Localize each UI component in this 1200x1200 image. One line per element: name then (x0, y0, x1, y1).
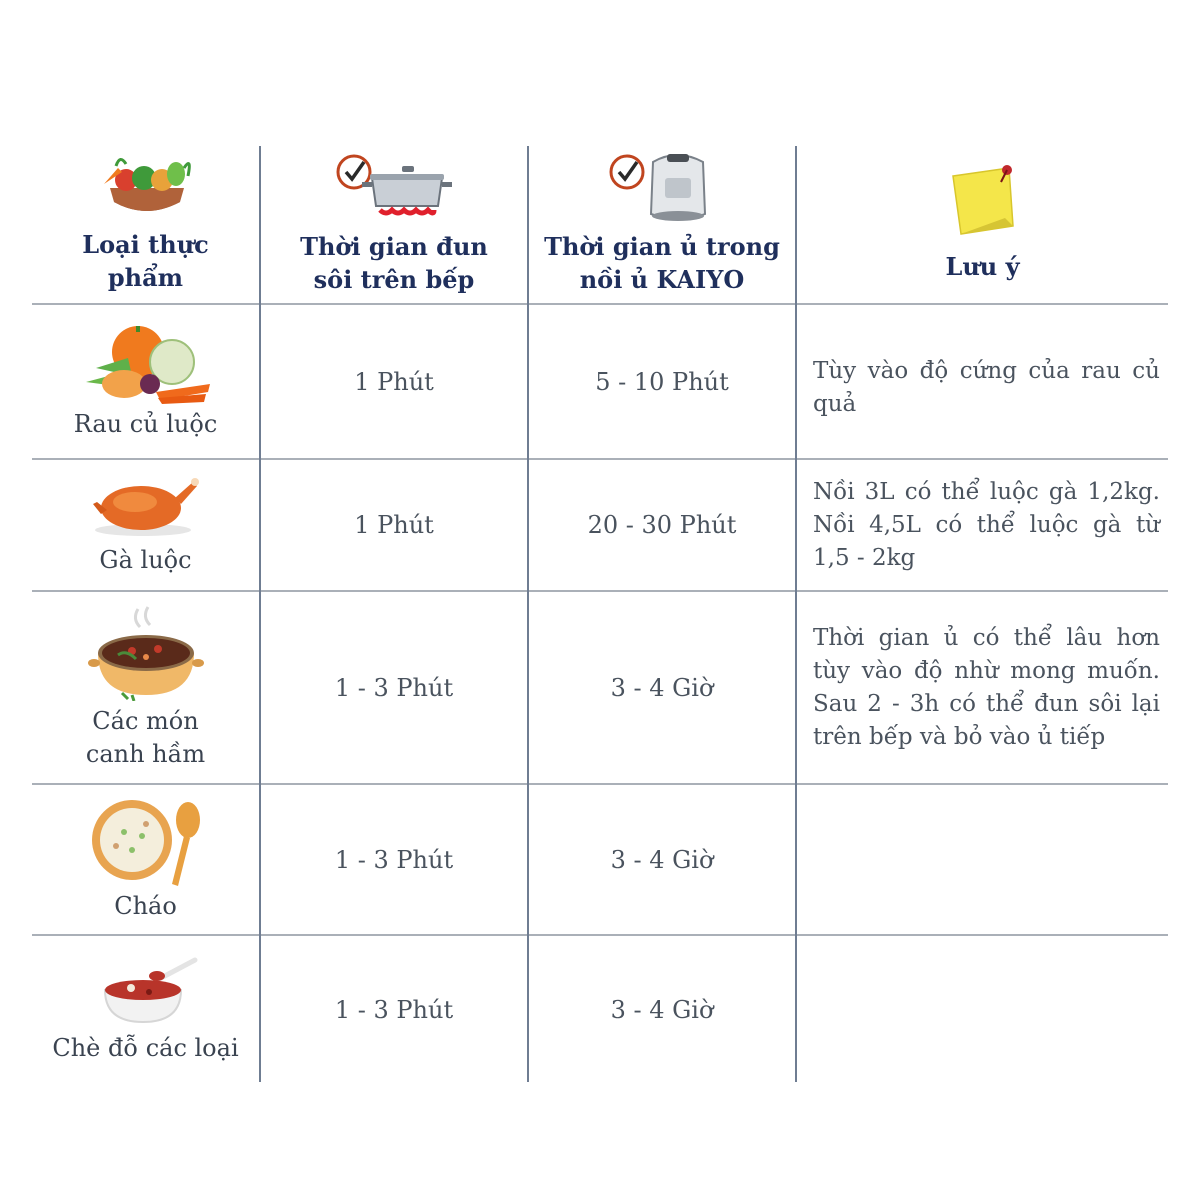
row-name: Chè đỗ các loại (52, 1033, 239, 1062)
incubate-time-value: 20 - 30 Phút (587, 511, 737, 539)
row-incubate-cell (529, 460, 795, 590)
note-text: Nồi 3L có thể luộc gà 1,2kg. Nồi 4,5L có thể luộc gà từ 1,5 - 2kg (813, 478, 1160, 571)
timing-table (32, 140, 1168, 1085)
sticky-note-icon (943, 160, 1023, 240)
row-name: Gà luộc (99, 545, 192, 574)
row-boil-cell (261, 592, 527, 783)
row-incubate-cell (529, 592, 795, 783)
note-text: Thời gian ủ có thể lâu hơn tùy vào độ nhừ mong muốn. Sau 2 - 3h có thể đun sôi lại trên bếp và bỏ vào ủ tiếp (813, 624, 1160, 750)
header-food-type (32, 140, 259, 303)
row-note-cell (797, 936, 1168, 1084)
vegetable-basket-icon (96, 150, 196, 220)
incubate-time-value: 3 - 4 Giờ (610, 673, 714, 702)
vegetables-icon (76, 322, 216, 406)
header-incubate-time (529, 140, 795, 303)
row-chicken-name-cell (32, 460, 259, 590)
row-name: Cháo (114, 892, 177, 920)
stew-pot-icon (88, 605, 204, 701)
row-note-cell (797, 785, 1168, 934)
row-stew-name-cell (32, 592, 259, 783)
header-boil-time (261, 140, 527, 303)
row-incubate-cell (529, 785, 795, 934)
boil-time-value: 1 - 3 Phút (334, 845, 454, 874)
porridge-bowl-icon (86, 796, 206, 888)
row-note-cell (797, 460, 1168, 590)
incubate-time-value: 3 - 4 Giờ (610, 996, 714, 1024)
boil-time-value: 1 Phút (354, 367, 434, 396)
row-note-cell (797, 592, 1168, 783)
thermal-cooker-icon (607, 148, 717, 224)
roast-chicken-icon (91, 474, 201, 538)
row-sweet-soup-name-cell (32, 936, 259, 1084)
header-note-label: Lưu ý (945, 252, 1020, 281)
note-text: Tùy vào độ cứng của rau củ quả (813, 358, 1160, 417)
row-name: Các món canh hầm (85, 706, 206, 768)
incubate-time-value: 5 - 10 Phút (595, 367, 729, 396)
boil-time-value: 1 Phút (354, 511, 434, 539)
row-vegetables-name-cell (32, 305, 259, 458)
boil-time-value: 1 - 3 Phút (334, 673, 454, 702)
sweet-soup-bowl-icon (91, 956, 201, 1026)
header-note (797, 140, 1168, 303)
row-boil-cell (261, 785, 527, 934)
header-incubate-time-label: Thời gian ủ trong nồi ủ KAIYO (544, 231, 780, 294)
incubate-time-value: 3 - 4 Giờ (610, 845, 714, 874)
row-incubate-cell (529, 936, 795, 1084)
row-boil-cell (261, 936, 527, 1084)
header-boil-time-label: Thời gian đun sôi trên bếp (300, 231, 488, 294)
row-boil-cell (261, 305, 527, 458)
boil-time-value: 1 - 3 Phút (334, 996, 454, 1024)
row-note-cell (797, 305, 1168, 458)
row-incubate-cell (529, 305, 795, 458)
row-name: Rau củ luộc (73, 410, 218, 438)
row-porridge-name-cell (32, 785, 259, 934)
header-food-type-label: Loại thực phẩm (82, 229, 209, 292)
row-boil-cell (261, 460, 527, 590)
pot-on-stove-icon (334, 148, 454, 220)
